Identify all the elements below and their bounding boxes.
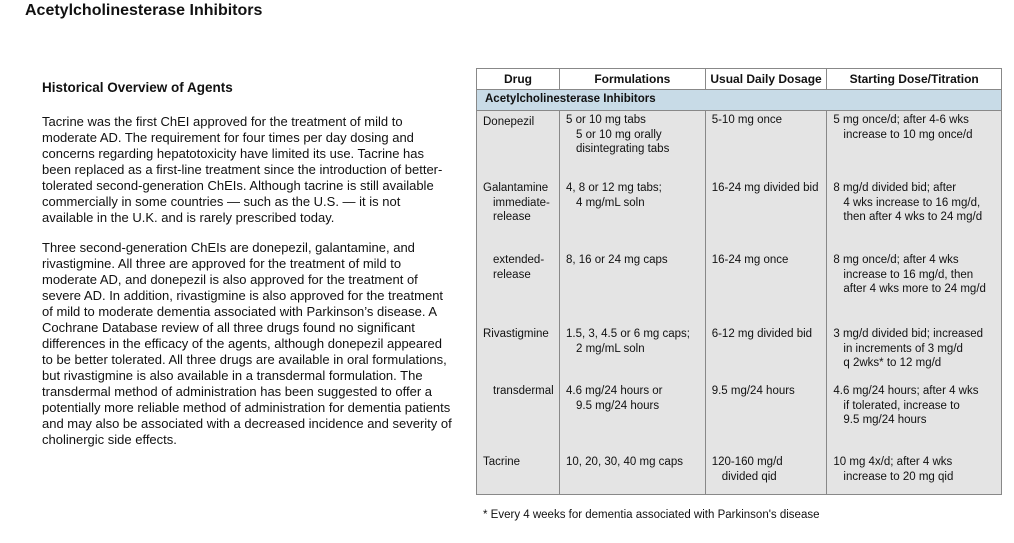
cell-line: divided qid xyxy=(721,470,777,483)
historical-overview-section xyxy=(42,79,452,462)
cell-line: if tolerated, increase to xyxy=(843,399,960,412)
cell-line: 5-10 mg once xyxy=(711,114,783,126)
dosage-cell xyxy=(705,179,827,251)
cell-line: 2 mg/mL soln xyxy=(575,342,645,355)
cell-line: increase to 10 mg once/d xyxy=(843,128,973,141)
titration-cell xyxy=(827,325,1002,382)
table-header-row xyxy=(477,69,1002,90)
drug-cell xyxy=(477,251,560,325)
cell-line: Galantamine xyxy=(483,182,549,194)
drug-cell xyxy=(477,453,560,495)
column-header-formulations: Formulations xyxy=(559,69,705,90)
cell-line: extended- xyxy=(493,254,545,266)
overview-paragraph-2: Three second-generation ChEIs are donepezil, galantamine, and rivastigmine. All three are approved for the treatment of mild to moderate AD, and donepezil is also approved for the treatment of severe AD. In addition, rivastigmine is also approved for the treatment of mild to moderate dementia associated with Parkinson’s disease. A Cochrane Database review of all three drugs found no significant differences in the efficacy of the agents, although donepezil appeared to be better tolerated. All three drugs are available in oral formulations, but rivastigmine is also available in a transdermal formulation. The transdermal method of administration has been suggested to offer a potentially more reliable method of administration for dementia patients and may also be associated with a decreased incidence and severity of cholinergic side effects. xyxy=(42,240,452,447)
cell-line: 4, 8 or 12 mg tabs; xyxy=(565,182,662,194)
cell-line: increase to 16 mg/d, then xyxy=(843,268,974,281)
cell-line: in increments of 3 mg/d xyxy=(843,342,963,355)
cell-line: transdermal xyxy=(493,385,554,397)
cell-line: 10, 20, 30, 40 mg caps xyxy=(565,456,683,468)
table-row xyxy=(477,111,1002,180)
drug-table-container xyxy=(476,68,1002,521)
titration-cell xyxy=(827,251,1002,325)
table-row xyxy=(477,325,1002,382)
cell-line: 5 or 10 mg tabs xyxy=(565,114,646,126)
dosage-cell xyxy=(705,325,827,382)
dosage-cell xyxy=(705,111,827,180)
cell-line: 9.5 mg/24 hours xyxy=(711,385,795,397)
titration-cell xyxy=(827,382,1002,453)
cell-line: 3 mg/d divided bid; increased xyxy=(833,328,983,340)
titration-cell xyxy=(827,179,1002,251)
cell-line: increase to 20 mg qid xyxy=(843,470,954,483)
cell-line: after 4 wks more to 24 mg/d xyxy=(843,283,986,295)
page-title: Acetylcholinesterase Inhibitors xyxy=(25,2,263,19)
group-label: Acetylcholinesterase Inhibitors xyxy=(477,90,1002,111)
cell-line: 4 wks increase to 16 mg/d, xyxy=(843,196,981,209)
titration-cell xyxy=(827,111,1002,180)
cell-line: 16-24 mg divided bid xyxy=(711,182,819,194)
overview-paragraph-1: Tacrine was the first ChEI approved for the treatment of mild to moderate AD. The requirement for four times per day dosing and concerns regarding hepatotoxicity have limited its use. Tacrine has been replaced as a first-line treatment since the introduction of better-tolerated second-generation ChEIs. Although tacrine is still available commercially in some countries — such as the U.S. — it is not available in the U.K. and is rarely prescribed today. xyxy=(42,114,443,225)
formulations-cell xyxy=(559,111,705,180)
drug-cell xyxy=(477,179,560,251)
column-header-usual-daily-dosage: Usual Daily Dosage xyxy=(705,69,827,90)
formulations-cell xyxy=(559,179,705,251)
drug-cell xyxy=(477,325,560,382)
cell-line: 1.5, 3, 4.5 or 6 mg caps; xyxy=(565,328,690,340)
cell-line: 4 mg/mL soln xyxy=(575,196,645,209)
cell-line: immediate- xyxy=(493,196,550,209)
cell-line: release xyxy=(493,268,531,281)
table-row xyxy=(477,179,1002,251)
cell-line: 10 mg 4x/d; after 4 wks xyxy=(833,456,953,468)
cell-line: disintegrating tabs xyxy=(575,143,670,155)
cell-line: then after 4 wks to 24 mg/d xyxy=(843,211,983,223)
cell-line: 120-160 mg/d xyxy=(711,456,783,468)
cell-line: 9.5 mg/24 hours xyxy=(575,399,660,412)
table-footnote: * Every 4 weeks for dementia associated with Parkinson's disease xyxy=(483,509,820,521)
formulations-cell xyxy=(559,251,705,325)
column-header-starting-dose: Starting Dose/Titration xyxy=(827,69,1002,90)
dosage-cell xyxy=(705,251,827,325)
group-row xyxy=(477,90,1002,111)
cell-line: 5 or 10 mg orally xyxy=(575,128,662,141)
formulations-cell xyxy=(559,325,705,382)
table-row xyxy=(477,382,1002,453)
drug-table xyxy=(476,68,1002,495)
column-header-drug: Drug xyxy=(477,69,560,90)
cell-line: 5 mg once/d; after 4-6 wks xyxy=(833,114,969,126)
dosage-cell xyxy=(705,453,827,495)
drug-cell xyxy=(477,382,560,453)
dosage-cell xyxy=(705,382,827,453)
table-row xyxy=(477,251,1002,325)
cell-line: 8 mg once/d; after 4 wks xyxy=(833,254,959,266)
formulations-cell xyxy=(559,382,705,453)
cell-line: 8, 16 or 24 mg caps xyxy=(565,254,668,266)
titration-cell xyxy=(827,453,1002,495)
cell-line: 4.6 mg/24 hours; after 4 wks xyxy=(833,385,979,397)
cell-line: 8 mg/d divided bid; after xyxy=(833,182,957,194)
cell-line: Tacrine xyxy=(483,456,521,468)
cell-line: Rivastigmine xyxy=(483,328,549,340)
cell-line: q 2wks* to 12 mg/d xyxy=(843,357,942,369)
cell-line: Donepezil xyxy=(483,116,535,128)
cell-line: 4.6 mg/24 hours or xyxy=(565,385,663,397)
drug-cell xyxy=(477,111,560,180)
cell-line: 6-12 mg divided bid xyxy=(711,328,813,340)
cell-line: release xyxy=(493,211,531,223)
table-row xyxy=(477,453,1002,495)
section-heading: Historical Overview of Agents xyxy=(42,80,233,95)
cell-line: 16-24 mg once xyxy=(711,254,789,266)
cell-line: 9.5 mg/24 hours xyxy=(843,414,927,426)
formulations-cell xyxy=(559,453,705,495)
